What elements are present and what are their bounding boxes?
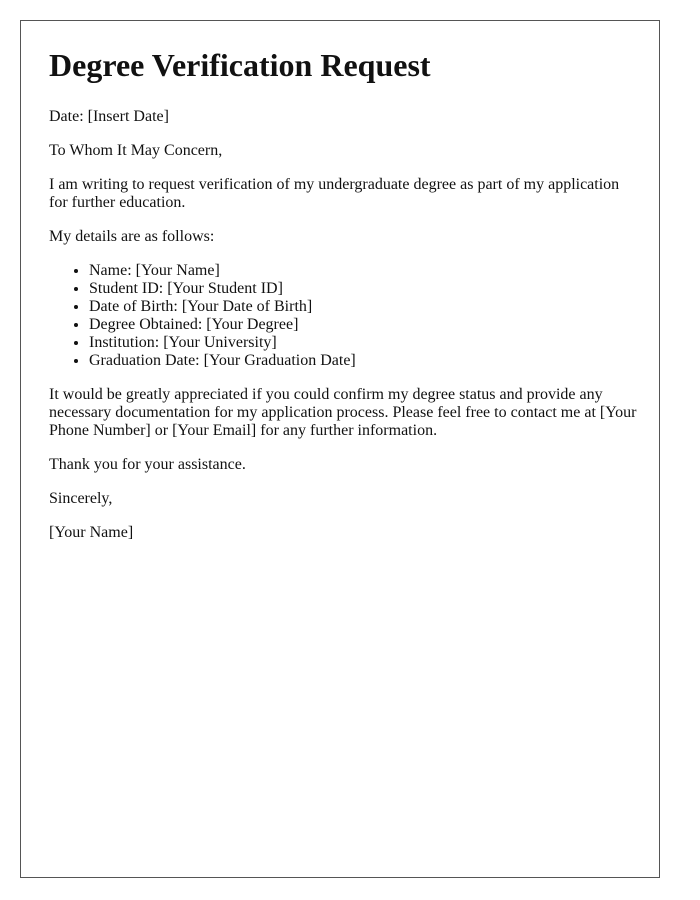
detail-institution: • Institution: [Your University]	[89, 334, 639, 352]
detail-graduation-date: • Graduation Date: [Your Graduation Date]	[89, 352, 639, 370]
letter-body	[49, 47, 639, 558]
thanks-line: Thank you for your assistance.	[49, 455, 246, 473]
detail-name: • Name: [Your Name]	[89, 262, 639, 280]
signature-line: [Your Name]	[49, 523, 134, 541]
request-paragraph: It would be greatly appreciated if you could confirm my degree status and provide any necessary documentation for my application process. Please feel free to contact me at [Your Phone Number] or [Your Email] for any further information.	[49, 385, 637, 439]
date-line: Date: [Insert Date]	[49, 107, 169, 125]
intro-paragraph: I am writing to request verification of my undergraduate degree as part of my application for further education.	[49, 175, 620, 211]
closing-line: Sincerely,	[49, 489, 113, 507]
page-title: Degree Verification Request	[49, 47, 431, 83]
letter-page	[20, 20, 660, 878]
details-list	[49, 262, 639, 370]
salutation: To Whom It May Concern,	[49, 141, 223, 159]
detail-student-id: • Student ID: [Your Student ID]	[89, 280, 639, 298]
details-intro: My details are as follows:	[49, 227, 215, 245]
detail-date-of-birth: • Date of Birth: [Your Date of Birth]	[89, 298, 639, 316]
detail-degree: • Degree Obtained: [Your Degree]	[89, 316, 639, 334]
